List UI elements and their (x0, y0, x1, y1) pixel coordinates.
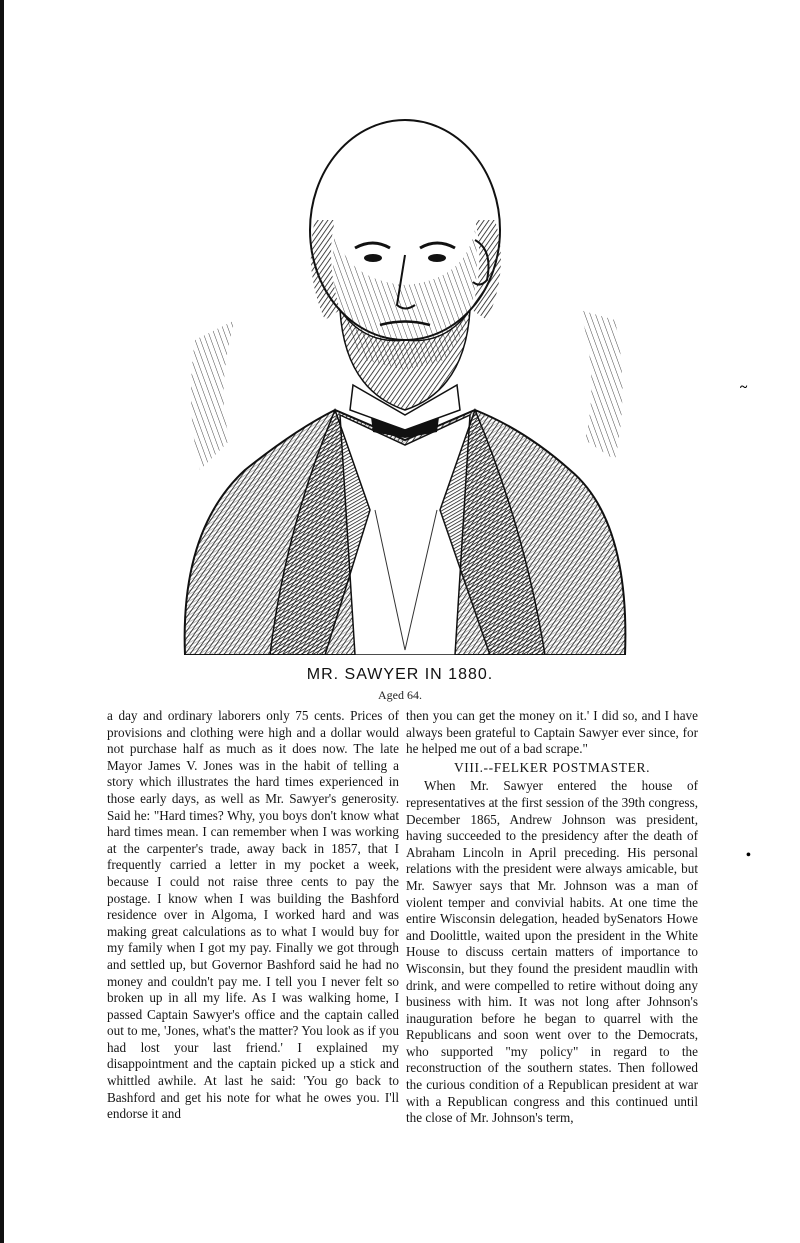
portrait-subcaption: Aged 64. (378, 688, 422, 702)
page-edge (0, 0, 4, 1243)
section-heading: VIII.--FELKER POSTMASTER. (453, 759, 651, 775)
portrait-caption: MR. SAWYER IN 1880. (306, 666, 494, 683)
margin-ink-mark: • (746, 848, 751, 863)
right-column (406, 708, 698, 1127)
right-column-opening-paragraph: then you can get the money on it.' I did so, and I have always been grateful to Captain Sawyer ever since, for he helped me out of a bad scrape." (406, 708, 698, 757)
left-column-paragraph: a day and ordinary laborers only 75 cents. Prices of provisions and clothing were high and a dollar would not purchase half as much as it does now. The late Mayor James V. Jones was in the habit of telling a story which illustrates the hard times experienced in those early days, as well as Mr. Sawyer's generosity. Said he: "Hard times? Why, you boys don't know what hard times mean. I can remember when I was working at the carpenter's trade, away back in 1857, that I frequently carried a letter in my pocket a week, because I could not raise three cents to pay the postage. I know when I was building the Bashford residence over in Algoma, I worked hard and was making great calculations as to what I would buy for my family when I got my pay. Finally we got through and settled up, but Governor Bashford said he had no money and couldn't pay me. I tell you I never felt so broken up in all my life. As I was walking home, I passed Captain Sawyer's office and the captain called out to me, 'Jones, what's the matter? You look as if you had lost your last friend.' I explained my disappointment and the captain picked up a stick and whittled awhile. At last he said: 'You go back to Bashford and get his note for what he owes you. I'll endorse it and (107, 708, 399, 1122)
margin-ink-mark: ~ (740, 380, 748, 395)
left-column (107, 708, 399, 1123)
portrait-engraving (175, 110, 635, 655)
right-column-body-paragraph: When Mr. Sawyer entered the house of representatives at the first session of the 39th congress, December 1865, Andrew Johnson was president, having succeeded to the presidency after the death of Abraham Lincoln in April preceding. His personal relations with the president were always amicable, but Mr. Sawyer says that Mr. Johnson was a man of violent temper and convivial habits. At one time the entire Wisconsin delegation, headed bySenators Howe and Doolittle, waited upon the president in the White House to discuss certain matters of importance to Wisconsin, but they found the president maudlin with drink, and were compelled to retire without doing any business with him. It was not long after Johnson's inauguration before he began to quarrel with the Republicans and soon went over to the Democrats, who supported "my policy" in regard to the reconstruction of the southern states. Then followed the curious condition of a Republican president at war with a Republican congress and this continued until the close of Mr. Johnson's term, (406, 778, 698, 1126)
